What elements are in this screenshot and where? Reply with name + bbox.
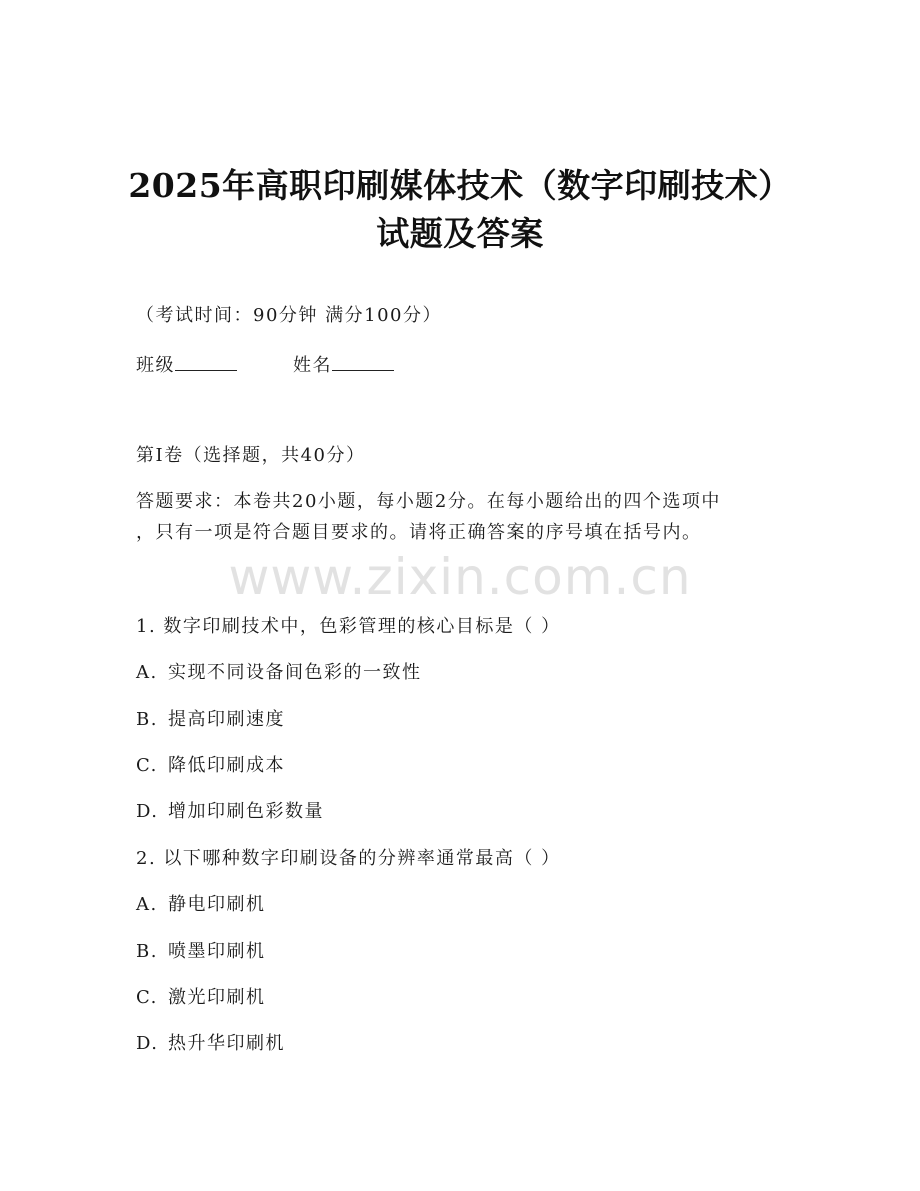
option-item (136, 751, 285, 777)
option-item (136, 890, 266, 916)
question-stem: 1. 数字印刷技术中，色彩管理的核心目标是（ ） (136, 616, 561, 637)
option-label: D. (136, 801, 159, 822)
option-text: 提高印刷速度 (168, 709, 285, 730)
name-label: 姓名 (293, 355, 332, 376)
option-label: C. (136, 755, 158, 776)
option-text: 降低印刷成本 (168, 755, 285, 776)
instructions-line-2: ，只有一项是符合题目要求的。请将正确答案的序号填在括号内。 (136, 522, 702, 543)
option-text: 激光印刷机 (168, 987, 266, 1008)
name-blank[interactable] (332, 352, 394, 371)
option-label: A. (136, 662, 158, 683)
class-blank[interactable] (175, 352, 237, 371)
instructions-line-1: 答题要求：本卷共20小题，每小题2分。在每小题给出的四个选项中 (136, 491, 721, 512)
option-label: C. (136, 987, 158, 1008)
watermark: www.zixin.com.cn (228, 548, 692, 606)
option-label: B. (136, 709, 158, 730)
option-text: 静电印刷机 (168, 894, 266, 915)
option-text: 热升华印刷机 (168, 1033, 285, 1054)
exam-info: （考试时间：90分钟 满分100分） (136, 305, 442, 326)
option-text: 实现不同设备间色彩的一致性 (168, 662, 422, 683)
option-label: D. (136, 1033, 159, 1054)
option-text: 喷墨印刷机 (168, 941, 266, 962)
question-stem: 2. 以下哪种数字印刷设备的分辨率通常最高（ ） (136, 848, 561, 869)
option-text: 增加印刷色彩数量 (168, 801, 324, 822)
option-item (136, 937, 266, 963)
option-item (136, 797, 324, 823)
option-item (136, 658, 422, 684)
section-title: 第I卷（选择题，共40分） (136, 445, 366, 466)
student-info-row (136, 351, 394, 377)
option-label: B. (136, 941, 158, 962)
class-label: 班级 (136, 355, 175, 376)
title-line-2: 试题及答案 (376, 214, 544, 253)
option-label: A. (136, 894, 158, 915)
option-item (136, 983, 266, 1009)
title-line-1: 2025年高职印刷媒体技术（数字印刷技术） (128, 166, 792, 205)
option-item (136, 1029, 285, 1055)
option-item (136, 705, 285, 731)
